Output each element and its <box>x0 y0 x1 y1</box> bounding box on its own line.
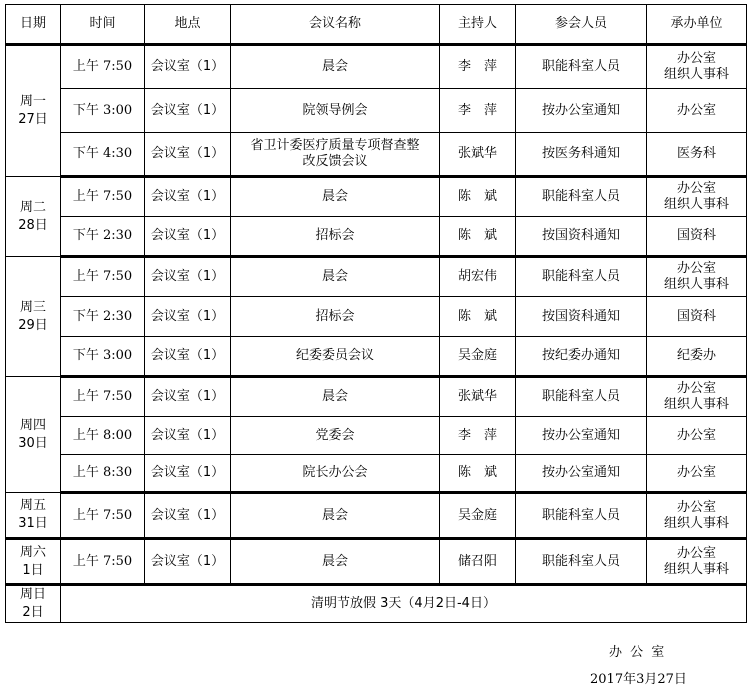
table-row <box>6 45 747 89</box>
day-label: 周五 <box>19 498 46 513</box>
day-cell <box>6 177 61 257</box>
meeting-cell <box>231 493 440 539</box>
organizer-cell <box>647 493 747 539</box>
day-cell <box>6 257 61 377</box>
day-label: 27日 <box>18 112 48 127</box>
organizer-cell-line: 国资科 <box>676 308 716 324</box>
organizer-cell-line: 医务科 <box>676 146 716 161</box>
place-cell: 会议室（1） <box>145 45 231 89</box>
schedule-body <box>6 45 747 623</box>
table-row <box>6 217 747 257</box>
organizer-cell-line: 组织人事科 <box>663 197 729 212</box>
attendees-cell: 按纪委办通知 <box>516 337 647 377</box>
table-row <box>6 133 747 177</box>
meeting-cell <box>231 177 440 217</box>
place-cell: 会议室（1） <box>145 539 231 585</box>
header-meeting: 会议名称 <box>231 5 440 45</box>
day-label: 周三 <box>19 299 46 315</box>
place-cell: 会议室（1） <box>145 89 231 133</box>
place-cell: 会议室（1） <box>145 177 231 217</box>
place-cell: 会议室（1） <box>145 493 231 539</box>
meeting-cell <box>231 417 440 455</box>
host-cell: 陈 斌 <box>440 455 516 493</box>
footer-office: 办 公 室 <box>609 645 667 660</box>
header-place: 地点 <box>145 5 231 45</box>
meeting-cell <box>231 337 440 377</box>
header-organizer: 承办单位 <box>647 5 747 45</box>
time-cell: 上午 7:50 <box>61 539 145 585</box>
day-label: 31日 <box>18 516 48 531</box>
time-cell: 上午 7:50 <box>61 177 145 217</box>
attendees-cell: 按办公室通知 <box>516 89 647 133</box>
meeting-cell <box>231 133 440 177</box>
organizer-cell-line: 办公室 <box>676 545 716 561</box>
time-cell: 下午 3:00 <box>61 89 145 133</box>
meeting-cell <box>231 89 440 133</box>
meeting-cell <box>231 217 440 257</box>
place-cell: 会议室（1） <box>145 297 231 337</box>
day-label: 周日 <box>19 587 46 602</box>
meeting-cell <box>231 455 440 493</box>
meeting-cell <box>231 539 440 585</box>
day-label: 周六 <box>19 544 46 560</box>
header-row <box>6 5 747 45</box>
meeting-cell-line: 晨会 <box>321 189 348 204</box>
organizer-cell-line: 组织人事科 <box>663 561 729 577</box>
day-cell <box>6 585 61 623</box>
meeting-schedule-table <box>5 4 747 623</box>
organizer-cell <box>647 337 747 377</box>
table-row <box>6 89 747 133</box>
attendees-cell: 职能科室人员 <box>516 493 647 539</box>
table-row <box>6 455 747 493</box>
organizer-cell-line: 办公室 <box>676 499 716 515</box>
time-cell: 下午 3:00 <box>61 337 145 377</box>
time-cell: 下午 2:30 <box>61 297 145 337</box>
day-label: 1日 <box>22 562 44 578</box>
organizer-cell <box>647 539 747 585</box>
host-cell: 陈 斌 <box>440 297 516 337</box>
table-row <box>6 417 747 455</box>
time-cell: 上午 8:30 <box>61 455 145 493</box>
organizer-cell <box>647 89 747 133</box>
place-cell: 会议室（1） <box>145 217 231 257</box>
organizer-cell-line: 国资科 <box>676 228 716 243</box>
host-cell: 吴金庭 <box>440 493 516 539</box>
day-cell <box>6 493 61 539</box>
day-label: 周四 <box>19 417 46 433</box>
organizer-cell-line: 办公室 <box>676 51 716 66</box>
header-time: 时间 <box>61 5 145 45</box>
organizer-cell-line: 组织人事科 <box>663 397 729 412</box>
day-cell <box>6 377 61 493</box>
meeting-cell-line: 招标会 <box>315 228 355 243</box>
meeting-cell <box>231 257 440 297</box>
table-row <box>6 493 747 539</box>
meeting-cell <box>231 297 440 337</box>
footer-date: 2017年3月27日 <box>590 672 687 687</box>
meeting-cell-line: 党委会 <box>315 427 355 443</box>
attendees-cell: 按办公室通知 <box>516 417 647 455</box>
host-cell: 吴金庭 <box>440 337 516 377</box>
place-cell: 会议室（1） <box>145 133 231 177</box>
organizer-cell <box>647 377 747 417</box>
attendees-cell: 按医务科通知 <box>516 133 647 177</box>
place-cell: 会议室（1） <box>145 377 231 417</box>
attendees-cell: 按国资科通知 <box>516 297 647 337</box>
meeting-cell-line: 省卫计委医疗质量专项督查整 <box>250 138 420 153</box>
organizer-cell-line: 办公室 <box>676 181 716 196</box>
day-label: 28日 <box>18 217 48 233</box>
organizer-cell <box>647 133 747 177</box>
meeting-cell-line: 院长办公会 <box>302 465 368 480</box>
attendees-cell: 职能科室人员 <box>516 377 647 417</box>
table-row <box>6 539 747 585</box>
host-cell: 陈 斌 <box>440 217 516 257</box>
time-cell: 上午 8:00 <box>61 417 145 455</box>
header-attendees: 参会人员 <box>516 5 647 45</box>
meeting-cell-line: 院领导例会 <box>302 102 368 118</box>
attendees-cell: 职能科室人员 <box>516 539 647 585</box>
organizer-cell <box>647 45 747 89</box>
organizer-cell <box>647 297 747 337</box>
host-cell: 李 萍 <box>440 417 516 455</box>
table-row <box>6 257 747 297</box>
time-cell: 上午 7:50 <box>61 493 145 539</box>
time-cell: 上午 7:50 <box>61 257 145 297</box>
table-row <box>6 377 747 417</box>
host-cell: 李 萍 <box>440 89 516 133</box>
host-cell: 胡宏伟 <box>440 257 516 297</box>
organizer-cell-line: 办公室 <box>676 102 716 118</box>
table-row <box>6 177 747 217</box>
meeting-cell-line: 晨会 <box>321 269 348 284</box>
time-cell: 上午 7:50 <box>61 45 145 89</box>
meeting-cell <box>231 377 440 417</box>
time-cell: 下午 2:30 <box>61 217 145 257</box>
organizer-cell <box>647 455 747 493</box>
place-cell: 会议室（1） <box>145 257 231 297</box>
host-cell: 张斌华 <box>440 133 516 177</box>
day-cell <box>6 45 61 177</box>
meeting-cell <box>231 45 440 89</box>
header-host: 主持人 <box>440 5 516 45</box>
meeting-cell-line: 改反馈会议 <box>302 154 368 169</box>
organizer-cell <box>647 177 747 217</box>
attendees-cell: 职能科室人员 <box>516 177 647 217</box>
time-cell: 上午 7:50 <box>61 377 145 417</box>
host-cell: 张斌华 <box>440 377 516 417</box>
organizer-cell <box>647 217 747 257</box>
host-cell: 李 萍 <box>440 45 516 89</box>
meeting-cell-line: 纪委委员会议 <box>295 348 374 363</box>
day-label: 29日 <box>18 317 48 333</box>
meeting-cell-line: 晨会 <box>321 389 348 404</box>
meeting-cell-line: 晨会 <box>321 553 348 569</box>
day-label: 周一 <box>19 94 46 109</box>
day-label: 30日 <box>18 435 48 451</box>
table-row <box>6 337 747 377</box>
organizer-cell-line: 办公室 <box>676 261 716 276</box>
organizer-cell-line: 办公室 <box>676 465 716 480</box>
organizer-cell <box>647 417 747 455</box>
organizer-cell <box>647 257 747 297</box>
organizer-cell-line: 组织人事科 <box>663 515 729 531</box>
time-cell: 下午 4:30 <box>61 133 145 177</box>
meeting-cell-line: 晨会 <box>321 59 348 74</box>
table-row <box>6 297 747 337</box>
holiday-note: 清明节放假 3天（4月2日-4日） <box>61 585 747 623</box>
organizer-cell-line: 组织人事科 <box>663 277 729 292</box>
attendees-cell: 职能科室人员 <box>516 45 647 89</box>
place-cell: 会议室（1） <box>145 455 231 493</box>
day-label: 2日 <box>22 605 44 620</box>
day-label: 周二 <box>19 199 46 215</box>
organizer-cell-line: 办公室 <box>676 381 716 396</box>
attendees-cell: 按办公室通知 <box>516 455 647 493</box>
organizer-cell-line: 办公室 <box>676 427 716 443</box>
host-cell: 陈 斌 <box>440 177 516 217</box>
attendees-cell: 职能科室人员 <box>516 257 647 297</box>
meeting-cell-line: 晨会 <box>321 507 348 523</box>
organizer-cell-line: 组织人事科 <box>663 67 729 82</box>
meeting-cell-line: 招标会 <box>315 308 355 324</box>
place-cell: 会议室（1） <box>145 337 231 377</box>
attendees-cell: 按国资科通知 <box>516 217 647 257</box>
organizer-cell-line: 纪委办 <box>676 348 716 363</box>
host-cell: 储召阳 <box>440 539 516 585</box>
day-cell <box>6 539 61 585</box>
place-cell: 会议室（1） <box>145 417 231 455</box>
header-date: 日期 <box>6 5 61 45</box>
holiday-row <box>6 585 747 623</box>
